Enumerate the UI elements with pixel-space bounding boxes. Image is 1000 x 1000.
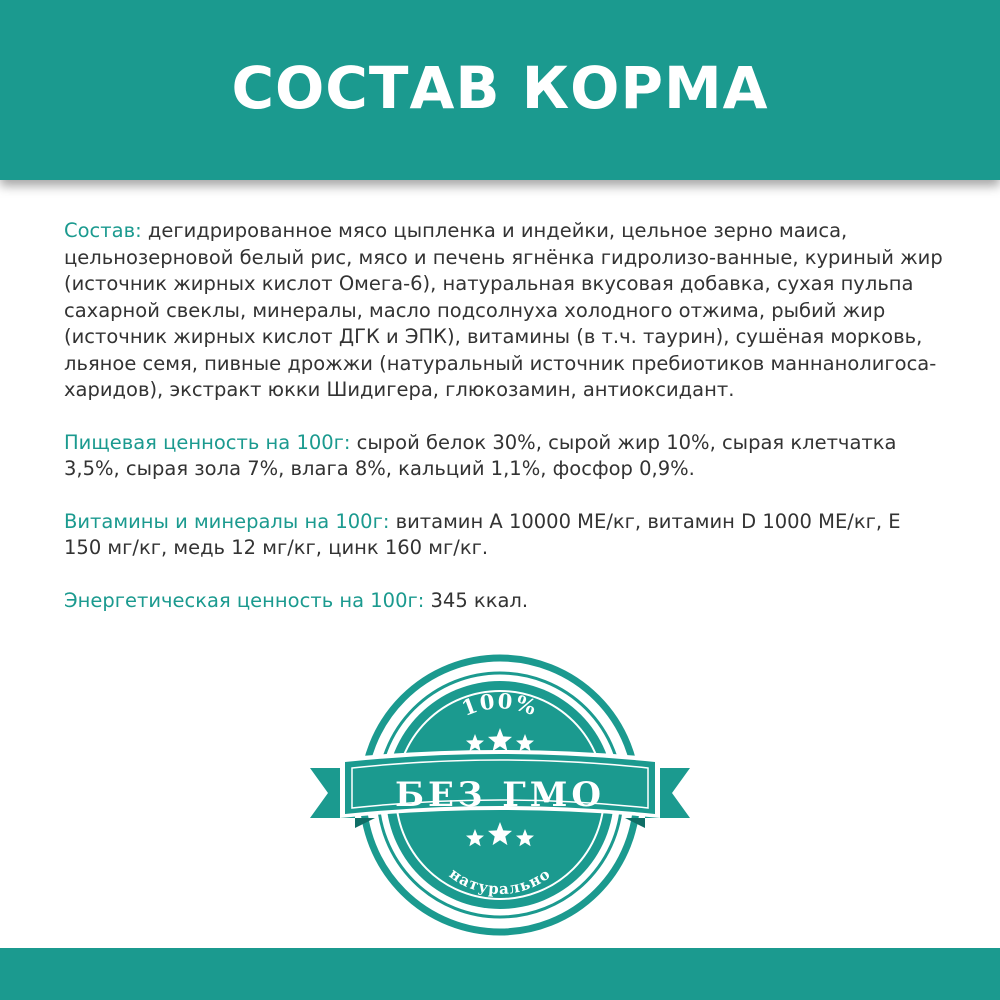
section-text: 345 ккал. [424,588,529,612]
header-banner [0,0,1000,180]
composition-text [64,218,944,640]
section-text: сырой белок 30%, сырой жир 10%, сырая клетчатка 3,5%, сырая зола 7%, влага 8%, кальций 1,1%, фосфор 0,9%. [64,430,897,480]
stamp-bottom-text: натурально [445,864,555,899]
section-nutrition [64,430,944,483]
section-label: Пищевая ценность на 100г: [64,430,351,454]
no-gmo-stamp [300,650,700,940]
stamp-top-text: 100% [458,688,542,721]
section-label: Энергетическая ценность на 100г: [64,588,425,612]
footer-bar [0,948,1000,1000]
section-text: витамин А 10000 МЕ/кг, витамин D 1000 МЕ/кг, Е 150 мг/кг, медь 12 мг/кг, цинк 160 мг/кг. [64,509,901,559]
section-label: Витамины и минералы на 100г: [64,509,390,533]
section-label: Состав: [64,219,142,242]
section-energy [64,588,944,615]
stamp-banner-text: БЕЗ ГМО [394,775,606,815]
page-title: СОСТАВ КОРМА [231,54,769,122]
section-composition [64,218,944,404]
section-vitamins [64,509,944,562]
section-text: дегидрированное мясо цыпленка и индейки, цельное зерно маиса, цельнозерновой белый рис, мясо и печень ягнёнка гидролизо-ванные, куриный жир (источник жирных кислот Омега-6), натуральная вкусовая добавка, сухая пульпа сахарной свеклы, минералы, масло подсолнуха холодного отжима, рыбий жир (источник жирных кислот ДГК и ЭПК), витамины (в т.ч. таурин), сушёная морковь, льяное семя, пивные дрожжи (натуральный источник пребиотиков маннанолигоса-харидов), экстракт юкки Шидигера, глюкозамин, антиоксидант. [64,219,943,401]
